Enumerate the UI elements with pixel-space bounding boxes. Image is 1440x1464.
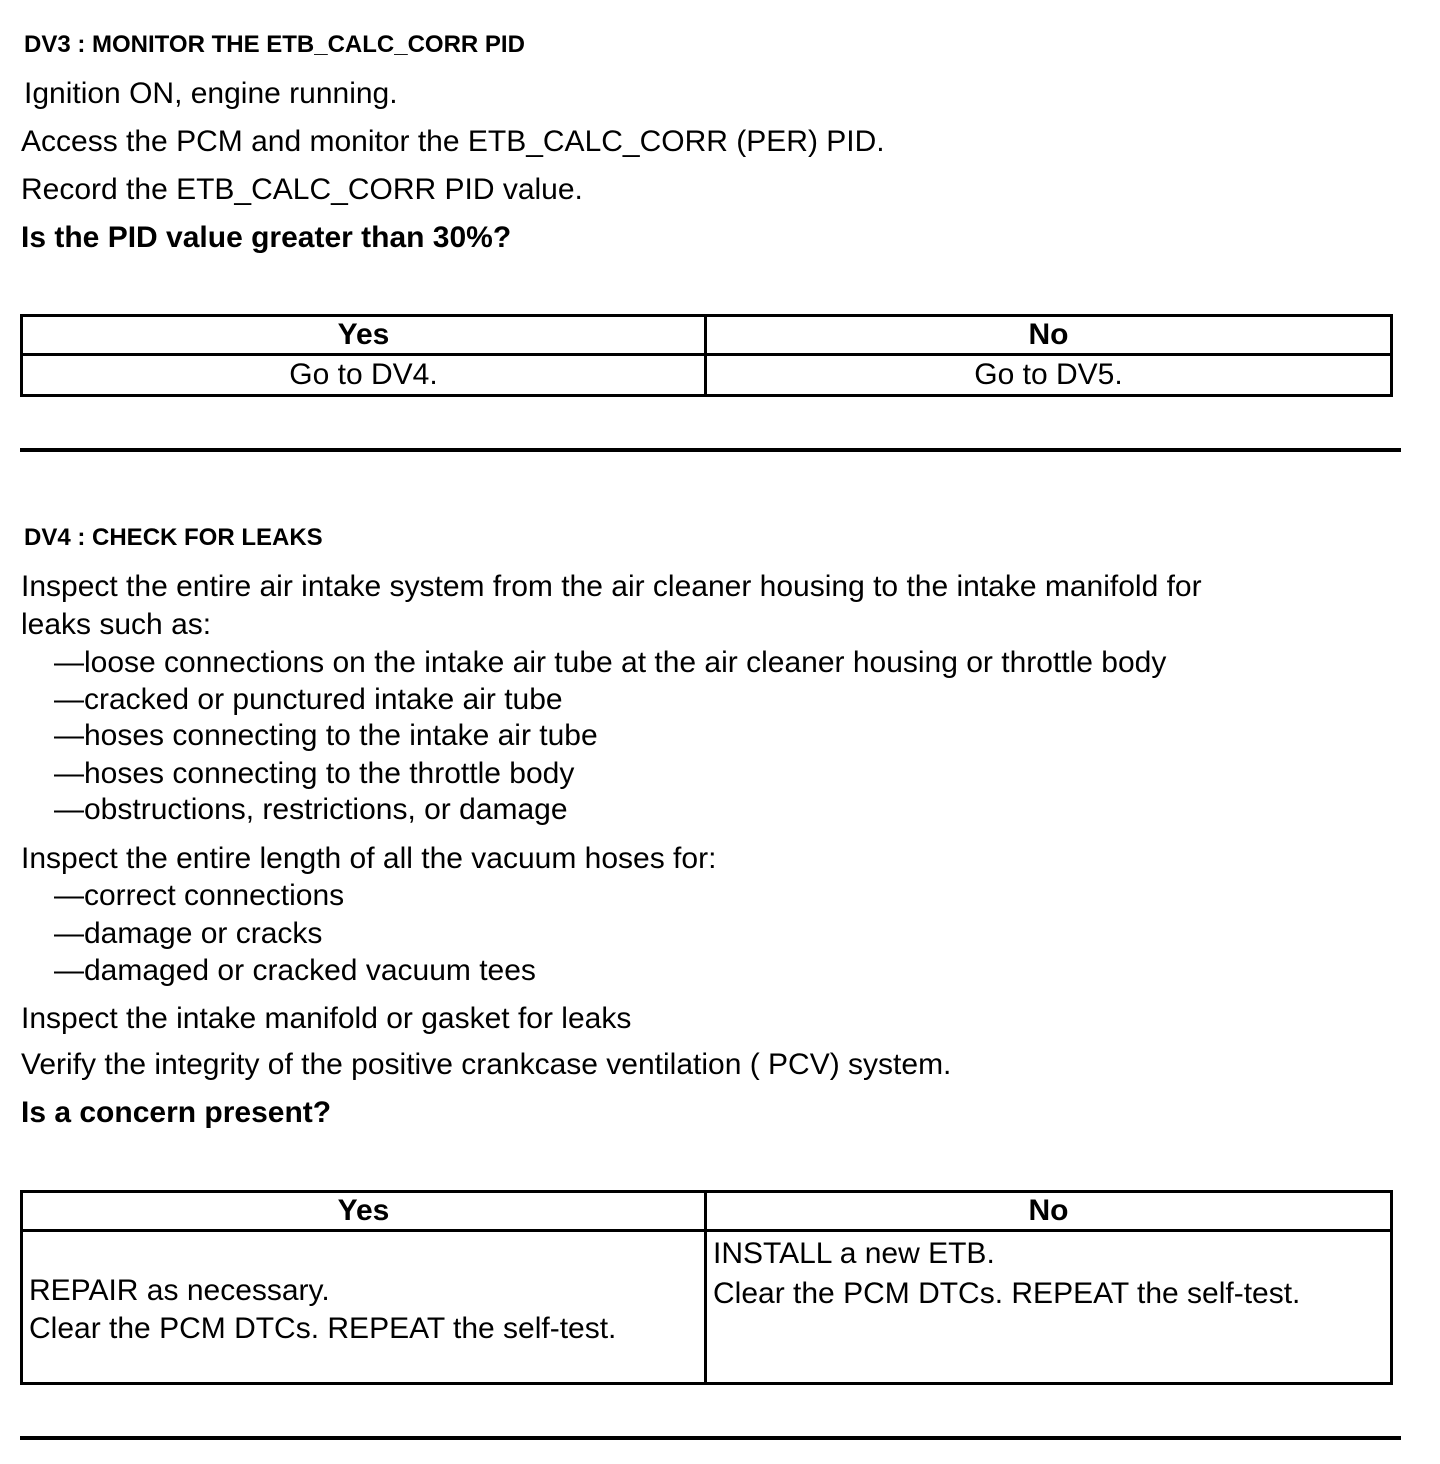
dv3-decision-table [20, 314, 1393, 397]
dv4-yes-header: Yes [22, 1192, 706, 1231]
dv4-manifold-step: Inspect the intake manifold or gasket for leaks [21, 1002, 632, 1035]
dv4-no-cell [706, 1231, 1392, 1384]
dv4-question: Is a concern present? [21, 1096, 332, 1129]
section-divider [20, 448, 1401, 452]
dv3-yes-action: Go to DV4. [22, 355, 706, 396]
dv4-no-line2: Clear the PCM DTCs. REPEAT the self-test. [713, 1277, 1301, 1310]
dv4-vacuum-item: —correct connections [54, 879, 345, 912]
dv4-vacuum-intro: Inspect the entire length of all the vacuum hoses for: [21, 842, 717, 875]
dv4-vacuum-item: —damaged or cracked vacuum tees [54, 954, 536, 987]
dv3-heading: DV3 : MONITOR THE ETB_CALC_CORR PID [24, 31, 525, 58]
dv4-intake-intro-line1: Inspect the entire air intake system from the air cleaner housing to the intake manifold for [21, 570, 1202, 603]
dv4-intake-item: —hoses connecting to the intake air tube [54, 719, 598, 752]
dv4-heading: DV4 : CHECK FOR LEAKS [24, 524, 323, 551]
dv4-intake-intro-line2: leaks such as: [21, 608, 212, 641]
dv4-pcv-step: Verify the integrity of the positive crankcase ventilation ( PCV) system. [21, 1048, 952, 1081]
dv4-vacuum-item: —damage or cracks [54, 917, 323, 950]
dv3-step-1: Ignition ON, engine running. [24, 77, 398, 110]
section-divider [20, 1436, 1401, 1440]
dv3-no-action: Go to DV5. [706, 355, 1392, 396]
dv3-no-header: No [706, 316, 1392, 355]
dv4-intake-item: —cracked or punctured intake air tube [54, 683, 563, 716]
dv4-intake-item: —obstructions, restrictions, or damage [54, 793, 568, 826]
dv4-no-header: No [706, 1192, 1392, 1231]
dv4-no-line1: INSTALL a new ETB. [713, 1237, 995, 1270]
dv4-yes-cell [22, 1231, 706, 1384]
dv4-yes-line1: REPAIR as necessary. [29, 1274, 330, 1307]
dv3-step-3: Record the ETB_CALC_CORR PID value. [21, 173, 583, 206]
dv4-decision-table [20, 1190, 1393, 1385]
dv3-yes-header: Yes [22, 316, 706, 355]
dv4-intake-item: —loose connections on the intake air tube at the air cleaner housing or throttle body [54, 646, 1167, 679]
dv4-yes-line2: Clear the PCM DTCs. REPEAT the self-test. [29, 1312, 617, 1345]
dv3-step-2: Access the PCM and monitor the ETB_CALC_CORR (PER) PID. [21, 125, 885, 158]
dv3-question: Is the PID value greater than 30%? [21, 221, 512, 254]
dv4-intake-item: —hoses connecting to the throttle body [54, 757, 575, 790]
